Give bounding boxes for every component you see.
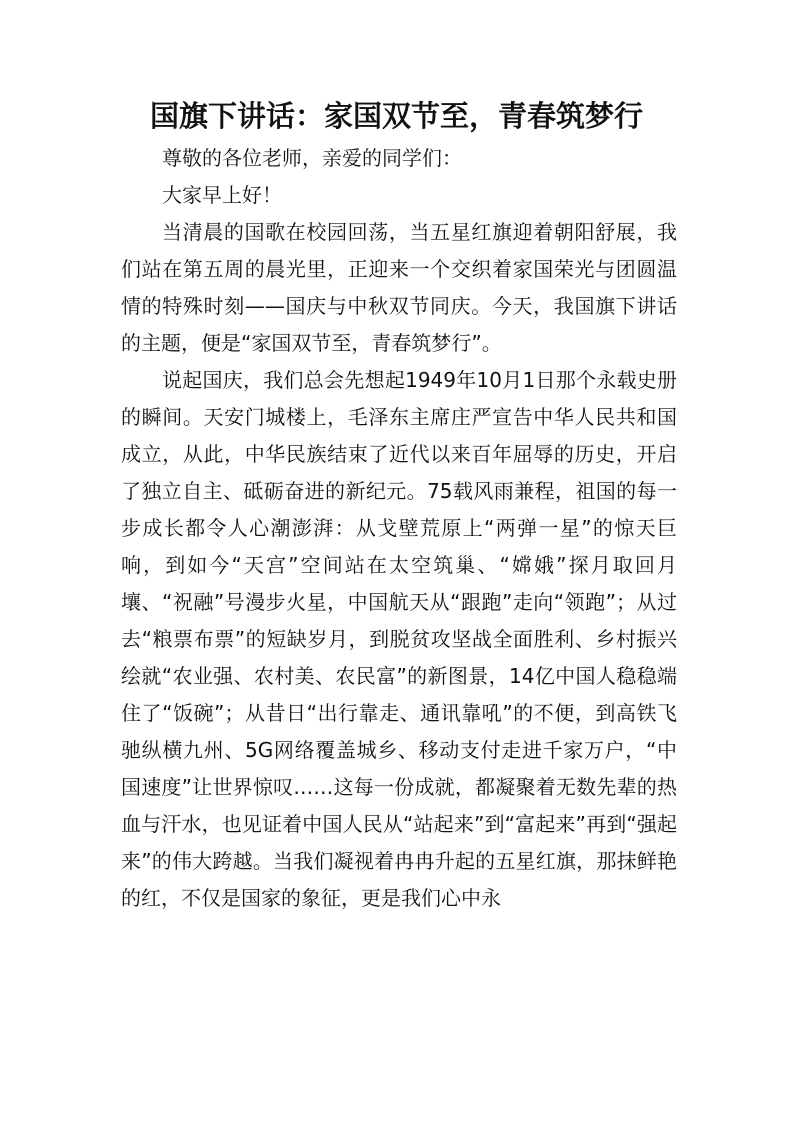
document-title: 国旗下讲话：家国双节至，青春筑梦行 — [149, 99, 643, 133]
document-body — [121, 140, 677, 917]
salutation-paragraph: 尊敬的各位老师，亲爱的同学们： — [162, 146, 462, 170]
national-day-paragraph: 说起国庆，我们总会先想起1949年10月1日那个永载史册的瞬间。天安门城楼上，毛泽东主席庄严宣告中华人民共和国成立，从此，中华民族结束了近代以来百年屈辱的历史，开启了独立自主、砥砺奋进的新纪元。75载风雨兼程，祖国的每一步成长都令人心潮澎湃：从戈壁荒原上“两弹一星”的惊天巨响，到如今“天宫”空间站在太空筑巢、“嫦娥”探月取回月壤、“祝融”号漫步火星，中国航天从“跟跑”走向“领跑”；从过去“粮票布票”的短缺岁月，到脱贫攻坚战全面胜利、乡村振兴绘就“农业强、农村美、农民富”的新图景，14亿中国人稳稳端住了“饭碗”；从昔日“出行靠走、通讯靠吼”的不便，到高铁飞驰纵横九州、5G网络覆盖城乡、移动支付走进千家万户，“中国速度”让世界惊叹……这每一份成就，都凝聚着无数先辈的热血与汗水，也见证着中国人民从“站起来”到“富起来”再到“强起来”的伟大跨越。当我们凝视着冉冉升起的五星红旗，那抹鲜艳的红，不仅是国家的象征，更是我们心中永 — [121, 368, 677, 910]
greeting-paragraph: 大家早上好！ — [162, 183, 282, 207]
intro-paragraph: 当清晨的国歌在校园回荡，当五星红旗迎着朝阳舒展，我们站在第五周的晨光里，正迎来一个交织着家国荣光与团圆温情的特殊时刻——国庆与中秋双节同庆。今天，我国旗下讲话的主题，便是“家国双节至，青春筑梦行”。 — [121, 220, 677, 355]
